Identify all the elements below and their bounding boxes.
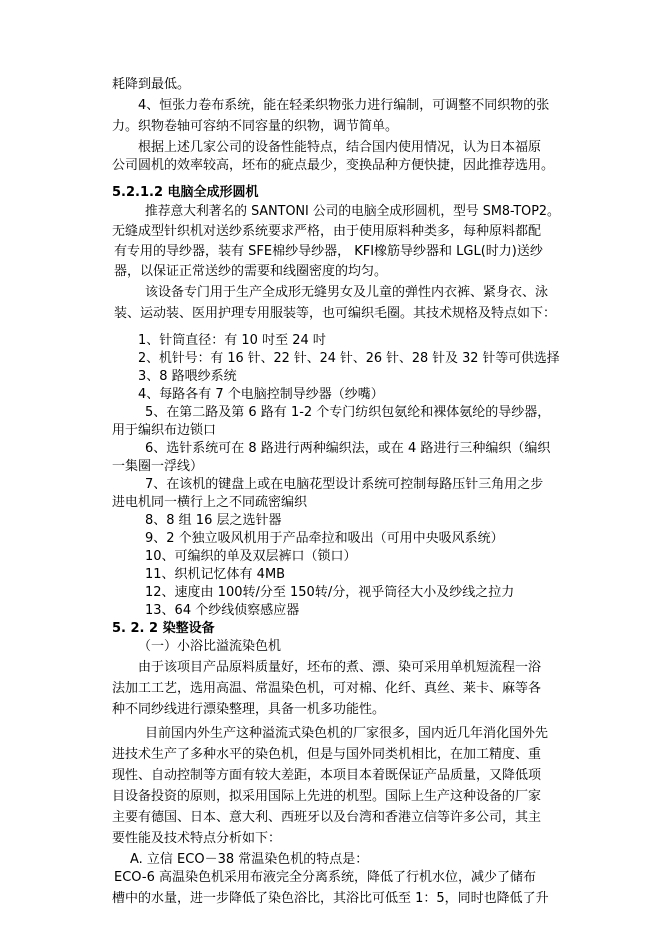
- text-line: 推荐意大利著名的 SANTONI 公司的电脑全成形圆机，型号 SM8-TOP2。: [145, 204, 560, 219]
- spec-item: 2、机针号：有 16 针、22 针、24 针、26 针、28 针及 32 针等可供选择: [138, 351, 560, 366]
- text-line: 该设备专门用于生产全成形无缝男女及儿童的弹性内衣裤、紧身衣、泳: [145, 285, 549, 300]
- spec-item: 4、每路各有 7 个电脑控制导纱器（纱嘴）: [138, 387, 384, 402]
- spec-item: 6、选针系统可在 8 路进行两种编织法，或在 4 路进行三种编织（编织: [145, 441, 551, 456]
- section-heading: 5.2.1.2 电脑全成形圆机: [112, 185, 259, 200]
- text-line: 有专用的导纱器，装有 SFE棉纱导纱器， KFI橡筋导纱器和 LGL(时力)送纱: [114, 244, 543, 259]
- text-line: 由于该项目产品原料质量好，坯布的煮、漂、染可采用单机短流程一浴: [138, 660, 542, 675]
- text-line: 进技术生产了多种水平的染色机，但是与国外同类机相比，在加工精度、重: [112, 747, 542, 762]
- section-heading: 5. 2. 2 染整设备: [112, 621, 215, 636]
- spec-item: 12、速度由 100转/分至 150转/分，视乎筒径大小及纱线之拉力: [145, 585, 515, 600]
- spec-item: 5、在第二路及第 6 路有 1-2 个专门纺织包氨纶和裸体氨纶的导纱器，: [145, 405, 551, 420]
- text-line: 目前国内外生产这种溢流式染色机的厂家很多，国内近几年消化国外先: [145, 726, 549, 741]
- spec-item: 一集圈一浮线）: [112, 459, 204, 474]
- text-line: 力。织物卷轴可容纳不同容量的织物，调节简单。: [112, 119, 399, 134]
- spec-item: 1、针筒直径：有 10 吋至 24 吋: [138, 333, 326, 348]
- text-line: 4、恒张力卷布系统，能在轻柔织物张力进行编制，可调整不同织物的张: [138, 98, 550, 113]
- text-line: 槽中的水量，进一步降低了染色浴比，其浴比可低至 1：5，同时也降低了升: [112, 891, 549, 906]
- text-line: 现性、自动控制等方面有较大差距，本项目本着既保证产品质量，又降低项: [112, 768, 542, 783]
- text-line: 无缝成型针织机对送纱系统要求严格，由于使用原料种类多，每种原料都配: [112, 224, 542, 239]
- text-line: 器，以保证正常送纱的需要和线圈密度的均匀。: [114, 264, 388, 279]
- text-line: 公司圆机的效率较高，坯布的疵点最少，变换品种方便快捷，因此推荐选用。: [112, 158, 555, 173]
- spec-item: 10、可编织的单及双层裤口（锁口）: [145, 549, 357, 564]
- text-line: 耗降到最低。: [112, 77, 191, 92]
- spec-item: 11、织机记忆体有 4MB: [145, 567, 286, 582]
- spec-item: 13、64 个纱线侦察感应器: [145, 603, 300, 618]
- spec-item: 3、8 路喂纱系统: [138, 369, 237, 384]
- text-line: 法加工工艺，选用高温、常温染色机，可对棉、化纤、真丝、莱卡、麻等各: [112, 681, 542, 696]
- text-line: 种不同纱线进行漂染整理，具备一机多功能性。: [112, 702, 386, 717]
- spec-item: 7、在该机的键盘上或在电脑花型设计系统可控制每路压针三角用之步: [145, 477, 544, 492]
- text-line: ECO-6 高温染色机采用布液完全分离系统，降低了行机水位，减少了储布: [114, 870, 536, 885]
- text-line: 装、运动装、医用护理专用服装等，也可编织毛圈。其技术规格及特点如下：: [114, 306, 557, 321]
- spec-item: 用于编织布边锁口: [112, 423, 217, 438]
- spec-item: 8、8 组 16 层之选针器: [145, 513, 282, 528]
- text-line: 目设备投资的原则，拟采用国际上先进的机型。国际上生产这种设备的厂家: [112, 789, 542, 804]
- spec-item: 进电机同一横行上之不同疏密编织: [112, 495, 308, 510]
- text-line: A. 立信 ECO－38 常温染色机的特点是：: [130, 852, 369, 867]
- spec-item: 9、2 个独立吸风机用于产品牵拉和吸出（可用中央吸风系统）: [145, 531, 504, 546]
- text-line: 主要有德国、日本、意大利、西班牙以及台湾和香港立信等许多公司，其主: [112, 810, 542, 825]
- text-line: 根据上述几家公司的设备性能特点，结合国内使用情况，认为日本福原: [138, 140, 542, 155]
- subsection-heading: （一）小浴比溢流染色机: [138, 639, 282, 654]
- text-line: 要性能及技术特点分析如下：: [112, 831, 282, 846]
